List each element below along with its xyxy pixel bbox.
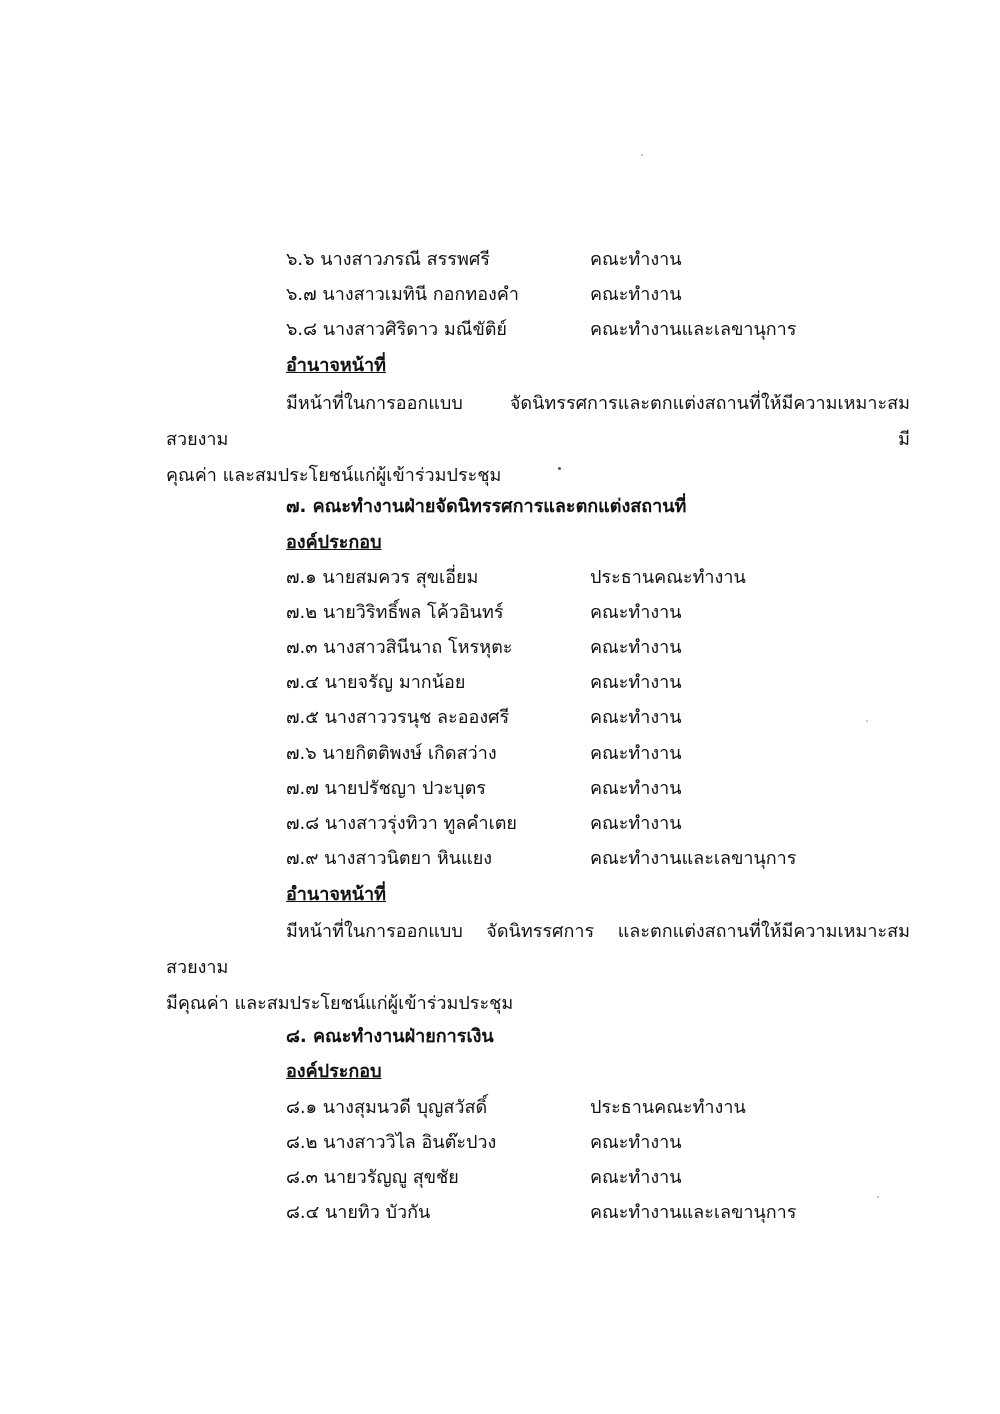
member-role: คณะทำงานและเลขานุการ bbox=[590, 848, 797, 869]
member-role: คณะทำงาน bbox=[590, 707, 682, 728]
member-name: ๗.๗ นายปรัชญา ปวะบุตร bbox=[286, 778, 486, 799]
scan-speck bbox=[866, 720, 868, 722]
duty-paragraph bbox=[166, 386, 910, 494]
duty-line: มีคุณค่า และสมประโยชน์แก่ผู้เข้าร่วมประชุม bbox=[166, 993, 514, 1014]
duty-heading: อำนาจหน้าที่ bbox=[286, 355, 387, 376]
member-name: ๘.๔ นายทิว บัวกัน bbox=[286, 1202, 431, 1223]
member-name: ๗.๑ นายสมควร สุขเอี่ยม bbox=[286, 567, 479, 588]
section-title: ๗. คณะทำงานฝ่ายจัดนิทรรศการและตกแต่งสถานที่ bbox=[286, 496, 687, 517]
member-name: ๖.๖ นางสาวภรณี สรรพศรี bbox=[286, 249, 490, 270]
member-name: ๗.๘ นางสาวรุ่งทิวา ทูลคำเตย bbox=[286, 813, 517, 834]
member-name: ๗.๓ นางสาวสินีนาถ โหรหุตะ bbox=[286, 637, 513, 658]
composition-heading: องค์ประกอบ bbox=[286, 1061, 382, 1082]
composition-heading: องค์ประกอบ bbox=[286, 532, 382, 553]
member-role: คณะทำงานและเลขานุการ bbox=[590, 319, 797, 340]
member-name: ๖.๘ นางสาวศิริดาว มณีขัติย์ bbox=[286, 319, 507, 340]
member-name: ๗.๔ นายจรัญ มากน้อย bbox=[286, 672, 466, 693]
section-title: ๘. คณะทำงานฝ่ายการเงิน bbox=[286, 1026, 494, 1047]
member-role: คณะทำงาน bbox=[590, 284, 682, 305]
member-name: ๗.๕ นางสาววรนุช ละอองศรี bbox=[286, 707, 510, 728]
duty-paragraph bbox=[166, 914, 910, 1022]
member-role: คณะทำงาน bbox=[590, 1167, 682, 1188]
member-role: ประธานคณะทำงาน bbox=[590, 1097, 746, 1118]
member-name: ๗.๙ นางสาวนิตยา หินแยง bbox=[286, 848, 493, 869]
member-role: คณะทำงานและเลขานุการ bbox=[590, 1202, 797, 1223]
member-role: คณะทำงาน bbox=[590, 1132, 682, 1153]
member-name: ๗.๒ นายวิริทธิ์พล โค้วอินทร์ bbox=[286, 602, 504, 623]
member-role: ประธานคณะทำงาน bbox=[590, 567, 746, 588]
duty-line: มีหน้าที่ในการออกแบบ จัดนิทรรศการและตกแต่งสถานที่ให้มีความเหมาะสม สวยงาม มี bbox=[166, 393, 910, 450]
member-name: ๘.๑ นางสุมนวดี บุญสวัสดิ์ bbox=[286, 1097, 488, 1118]
duty-line: มีหน้าที่ในการออกแบบ จัดนิทรรศการ และตกแต่งสถานที่ให้มีความเหมาะสม สวยงาม bbox=[166, 921, 910, 978]
member-name: ๘.๓ นายวรัญญู สุขชัย bbox=[286, 1167, 459, 1188]
member-role: คณะทำงาน bbox=[590, 249, 682, 270]
member-name: ๗.๖ นายกิตติพงษ์ เกิดสว่าง bbox=[286, 743, 497, 764]
member-role: คณะทำงาน bbox=[590, 813, 682, 834]
member-role: คณะทำงาน bbox=[590, 602, 682, 623]
member-role: คณะทำงาน bbox=[590, 778, 682, 799]
member-role: คณะทำงาน bbox=[590, 743, 682, 764]
member-name: ๖.๗ นางสาวเมทินี กอกทองคำ bbox=[286, 284, 519, 305]
duty-heading: อำนาจหน้าที่ bbox=[286, 884, 387, 905]
duty-line: คุณค่า และสมประโยชน์แก่ผู้เข้าร่วมประชุม bbox=[166, 465, 502, 486]
member-name: ๘.๒ นางสาววิไล อินต๊ะปวง bbox=[286, 1132, 497, 1153]
scan-speck bbox=[877, 1196, 879, 1198]
scan-speck bbox=[558, 467, 561, 470]
scan-speck bbox=[641, 154, 643, 156]
member-role: คณะทำงาน bbox=[590, 672, 682, 693]
member-role: คณะทำงาน bbox=[590, 637, 682, 658]
